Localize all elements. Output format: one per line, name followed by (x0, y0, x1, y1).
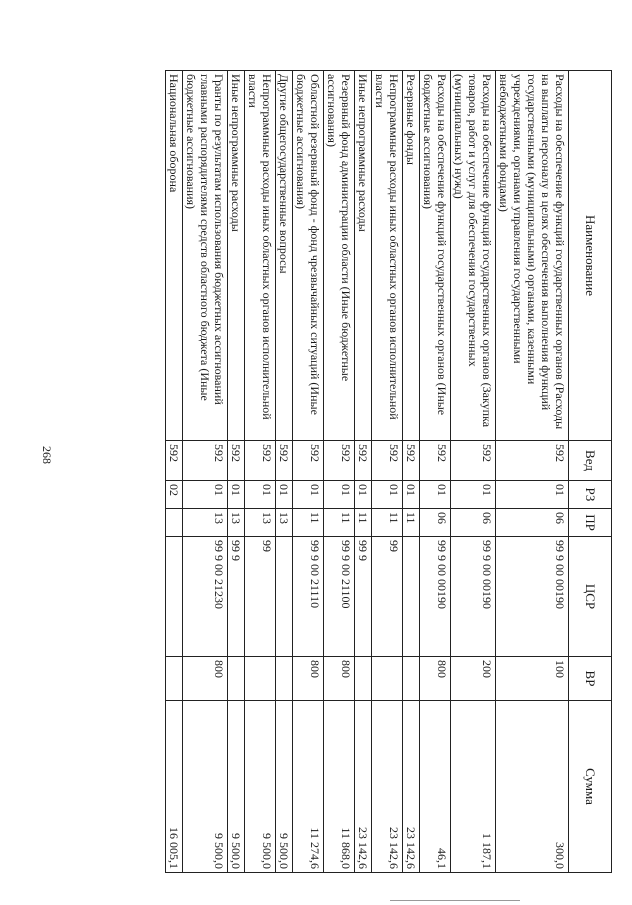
rotated-table-container (102, 70, 612, 872)
cell-vr (245, 657, 276, 701)
cell-vr (166, 657, 183, 701)
cell-name: Другие общегосударственные вопросы (276, 71, 293, 441)
cell-vr (403, 657, 420, 701)
cell-vr: 800 (324, 657, 355, 701)
cell-name: Резервный фонд администрации области (Иные бюджетные ассигнования) (324, 71, 355, 441)
cell-csr: 99 (372, 537, 403, 657)
cell-csr: 99 9 (228, 537, 245, 657)
cell-sum: 9 500,0 (228, 701, 245, 873)
header-name: Наименование (569, 71, 612, 441)
cell-sum: 300,0 (496, 701, 569, 873)
table-row (324, 71, 355, 873)
cell-rz: 01 (183, 481, 228, 509)
table-row (166, 71, 183, 873)
cell-name: Расходы на обеспечение функций государственных органов (Расходы на выплаты персоналу в целях обеспечения выполнения функций государственными (муниципальными) органами, казенными учреждениями, органами управления государственными внебюджетными фондами) (496, 71, 569, 441)
cell-rz: 01 (276, 481, 293, 509)
cell-rz: 01 (372, 481, 403, 509)
cell-ved: 592 (245, 441, 276, 481)
cell-pr: 11 (403, 509, 420, 537)
cell-rz: 01 (293, 481, 324, 509)
cell-rz: 01 (355, 481, 372, 509)
header-pr: ПР (569, 509, 612, 537)
cell-ved: 592 (355, 441, 372, 481)
cell-csr (166, 537, 183, 657)
header-ved: Вед (569, 441, 612, 481)
cell-csr: 99 9 00 00190 (451, 537, 496, 657)
table-row (355, 71, 372, 873)
cell-csr (403, 537, 420, 657)
cell-csr: 99 9 00 00190 (420, 537, 451, 657)
cell-name: Непрограммные расходы иных областных органов исполнительной власти (372, 71, 403, 441)
cell-name: Непрограммные расходы иных областных органов исполнительной власти (245, 71, 276, 441)
cell-csr: 99 9 00 21230 (183, 537, 228, 657)
cell-ved: 592 (166, 441, 183, 481)
cell-ved: 592 (420, 441, 451, 481)
table-row (245, 71, 276, 873)
cell-vr (276, 657, 293, 701)
cell-name: Гранты по результатам использования бюджетных ассигнований главными распорядителями средств областного бюджета (Иные бюджетные ассигнования) (183, 71, 228, 441)
table-row (403, 71, 420, 873)
cell-rz: 01 (420, 481, 451, 509)
cell-rz: 01 (496, 481, 569, 509)
cell-ved: 592 (496, 441, 569, 481)
cell-vr (228, 657, 245, 701)
header-sum: Сумма (569, 701, 612, 873)
cell-pr: 06 (451, 509, 496, 537)
cell-sum: 16 005,1 (166, 701, 183, 873)
table-row (228, 71, 245, 873)
cell-vr: 800 (183, 657, 228, 701)
cell-csr: 99 9 00 21110 (293, 537, 324, 657)
cell-sum: 11 868,0 (324, 701, 355, 873)
table-row (420, 71, 451, 873)
cell-pr: 11 (355, 509, 372, 537)
cell-vr (355, 657, 372, 701)
cell-name: Расходы на обеспечение функций государственных органов (Иные бюджетные ассигнования) (420, 71, 451, 441)
cell-sum: 11 274,6 (293, 701, 324, 873)
cell-ved: 592 (372, 441, 403, 481)
cell-name: Резервные фонды (403, 71, 420, 441)
cell-ved: 592 (324, 441, 355, 481)
table-row (372, 71, 403, 873)
table-row (293, 71, 324, 873)
header-vr: ВР (569, 657, 612, 701)
cell-ved: 592 (276, 441, 293, 481)
page-number: 268 (40, 446, 54, 464)
cell-csr: 99 9 00 21100 (324, 537, 355, 657)
header-csr: ЦСР (569, 537, 612, 657)
table-row (183, 71, 228, 873)
cell-vr: 100 (496, 657, 569, 701)
cell-csr: 99 9 (355, 537, 372, 657)
cell-csr: 99 9 00 00190 (496, 537, 569, 657)
cell-pr: 13 (228, 509, 245, 537)
cell-ved: 592 (183, 441, 228, 481)
table-row (451, 71, 496, 873)
cell-vr: 800 (420, 657, 451, 701)
cell-name: Иные непрограммные расходы (228, 71, 245, 441)
cell-sum: 23 142,6 (403, 701, 420, 873)
cell-rz: 01 (403, 481, 420, 509)
cell-rz: 01 (324, 481, 355, 509)
table-row (496, 71, 569, 873)
cell-ved: 592 (451, 441, 496, 481)
cell-vr (372, 657, 403, 701)
cell-pr: 13 (183, 509, 228, 537)
cell-pr: 11 (324, 509, 355, 537)
cell-name: Иные непрограммные расходы (355, 71, 372, 441)
table-header-row (569, 71, 612, 873)
header-rz: РЗ (569, 481, 612, 509)
cell-rz: 01 (245, 481, 276, 509)
cell-sum: 1 187,1 (451, 701, 496, 873)
cell-rz: 02 (166, 481, 183, 509)
cell-vr: 800 (293, 657, 324, 701)
cell-csr: 99 (245, 537, 276, 657)
cell-sum: 9 500,0 (183, 701, 228, 873)
cell-pr: 13 (276, 509, 293, 537)
cell-ved: 592 (293, 441, 324, 481)
cell-csr (276, 537, 293, 657)
cell-name: Областной резервный фонд - фонд чрезвычайных ситуаций (Иные бюджетные ассигнования) (293, 71, 324, 441)
cell-pr: 06 (496, 509, 569, 537)
cell-pr: 11 (293, 509, 324, 537)
cell-pr (166, 509, 183, 537)
cell-sum: 46,1 (420, 701, 451, 873)
cell-pr: 06 (420, 509, 451, 537)
cell-sum: 23 142,6 (372, 701, 403, 873)
cell-ved: 592 (228, 441, 245, 481)
table-row (276, 71, 293, 873)
cell-sum: 23 142,6 (355, 701, 372, 873)
cell-rz: 01 (451, 481, 496, 509)
cell-name: Национальная оборона (166, 71, 183, 441)
cell-pr: 11 (372, 509, 403, 537)
page-bottom-edge-line (390, 900, 520, 901)
cell-ved: 592 (403, 441, 420, 481)
cell-rz: 01 (228, 481, 245, 509)
cell-sum: 9 500,0 (276, 701, 293, 873)
cell-pr: 13 (245, 509, 276, 537)
cell-name: Расходы на обеспечение функций государственных органов (Закупка товаров, работ и услуг для обеспечения государственных (муниципальных) нужд) (451, 71, 496, 441)
cell-sum: 9 500,0 (245, 701, 276, 873)
budget-table (165, 70, 612, 873)
cell-vr: 200 (451, 657, 496, 701)
